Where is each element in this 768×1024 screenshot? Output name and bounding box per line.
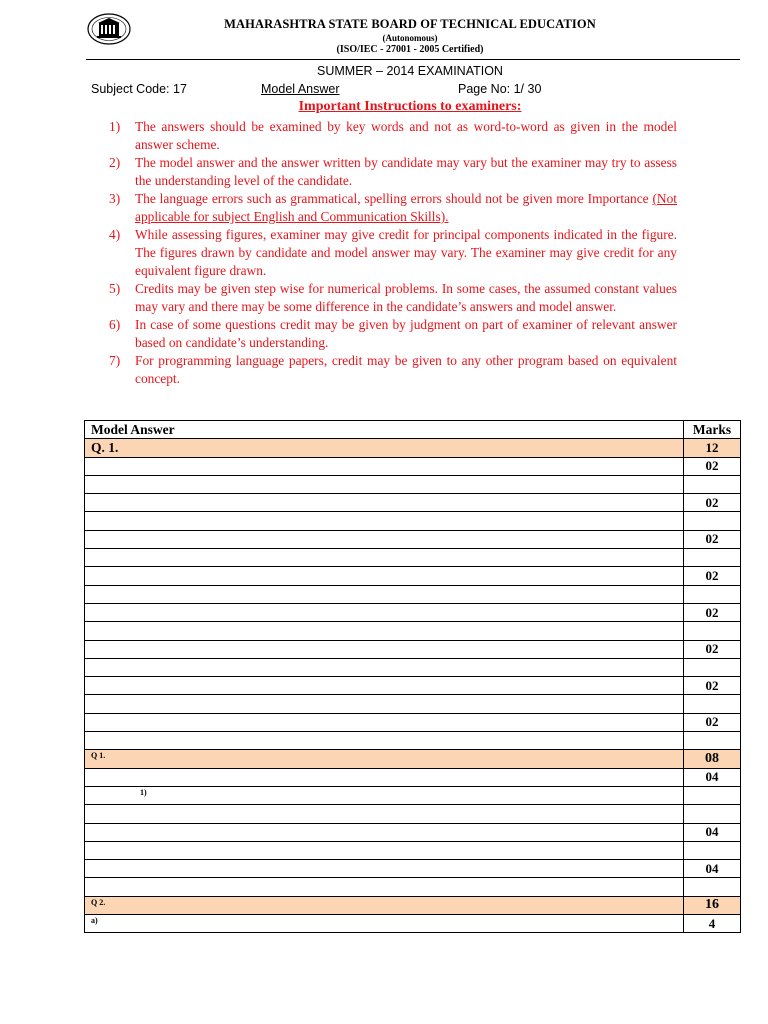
marks-cell: 02 — [684, 713, 741, 731]
page-number: Page No: 1/ 30 — [458, 82, 542, 96]
instruction-item — [109, 280, 677, 316]
answer-cell — [85, 494, 684, 512]
table-row — [85, 494, 741, 512]
model-answer-table — [84, 420, 741, 933]
table-row — [85, 585, 741, 603]
board-iso-cert: (ISO/IEC - 27001 - 2005 Certified) — [336, 44, 484, 55]
table-row — [85, 512, 741, 530]
table-row — [85, 603, 741, 621]
answer-cell — [85, 823, 684, 841]
table-row — [85, 622, 741, 640]
marks-cell — [684, 512, 741, 530]
table-row — [85, 878, 741, 896]
marks-cell — [684, 585, 741, 603]
marks-cell — [684, 878, 741, 896]
table-row — [85, 475, 741, 493]
marks-cell: 02 — [684, 494, 741, 512]
answer-column-header: Model Answer — [85, 421, 684, 439]
instructions-heading: Important Instructions to examiners: — [298, 99, 522, 114]
instruction-item — [109, 190, 677, 226]
model-answer-label: Model Answer — [261, 82, 340, 96]
answer-cell — [85, 622, 684, 640]
answer-cell — [85, 658, 684, 676]
instruction-item — [109, 316, 677, 352]
exam-title: SUMMER – 2014 EXAMINATION — [317, 64, 503, 78]
table-row — [85, 439, 741, 457]
board-autonomous: (Autonomous) — [382, 33, 438, 43]
instruction-item — [109, 352, 677, 388]
answer-cell — [85, 878, 684, 896]
marks-cell: 04 — [684, 860, 741, 878]
marks-cell: 02 — [684, 677, 741, 695]
marks-cell — [684, 841, 741, 859]
table-row — [85, 530, 741, 548]
table-row — [85, 640, 741, 658]
marks-cell — [684, 805, 741, 823]
instruction-number: 3) — [109, 191, 121, 206]
marks-cell: 12 — [684, 439, 741, 457]
table-row — [85, 549, 741, 567]
marks-cell — [684, 732, 741, 750]
answer-cell — [85, 530, 684, 548]
marks-cell: 04 — [684, 768, 741, 786]
answer-cell — [85, 585, 684, 603]
table-row — [85, 860, 741, 878]
table-row — [85, 805, 741, 823]
answer-cell — [85, 603, 684, 621]
marks-cell: 02 — [684, 530, 741, 548]
answer-cell — [85, 640, 684, 658]
answer-cell — [85, 457, 684, 475]
table-row — [85, 567, 741, 585]
answer-cell: Q 1. — [85, 750, 684, 768]
answer-cell: Q. 1. — [85, 439, 684, 457]
marks-cell — [684, 786, 741, 804]
table-row — [85, 768, 741, 786]
table-row — [85, 677, 741, 695]
marks-cell: 4 — [684, 915, 741, 933]
answer-cell: 1) — [85, 786, 684, 804]
board-title: MAHARASHTRA STATE BOARD OF TECHNICAL EDUCATION — [224, 17, 596, 31]
marks-cell — [684, 622, 741, 640]
instruction-number: 2) — [109, 155, 121, 170]
answer-cell: Q 2. — [85, 896, 684, 914]
table-row — [85, 823, 741, 841]
marks-cell: 02 — [684, 457, 741, 475]
table-row — [85, 915, 741, 933]
answer-cell — [85, 805, 684, 823]
instruction-text: For programming language papers, credit may be given to any other program based on equivalent concept. — [135, 353, 677, 386]
table-row — [85, 732, 741, 750]
marks-cell: 16 — [684, 896, 741, 914]
marks-cell — [684, 658, 741, 676]
table-row — [85, 695, 741, 713]
answer-cell — [85, 768, 684, 786]
answer-cell — [85, 713, 684, 731]
table-row — [85, 750, 741, 768]
subject-code: Subject Code: 17 — [91, 82, 187, 96]
marks-cell: 02 — [684, 603, 741, 621]
table-row — [85, 713, 741, 731]
instruction-item — [109, 226, 677, 280]
instruction-text: Credits may be given step wise for numerical problems. In some cases, the assumed constant values may vary and there may be some difference in the candidate’s answers and model answer. — [135, 281, 677, 314]
answer-cell — [85, 677, 684, 695]
answer-cell — [85, 841, 684, 859]
marks-cell: 02 — [684, 567, 741, 585]
table-row — [85, 786, 741, 804]
marks-cell — [684, 695, 741, 713]
instruction-item — [109, 154, 677, 190]
table-row — [85, 896, 741, 914]
table-row — [85, 457, 741, 475]
instruction-text: While assessing figures, examiner may give credit for principal components indicated in the figure. The figures drawn by candidate and model answer may vary. The examiner may give credit for any equivalent figure drawn. — [135, 227, 677, 278]
answer-cell — [85, 475, 684, 493]
answer-cell: a) — [85, 915, 684, 933]
answer-cell — [85, 549, 684, 567]
instruction-text: In case of some questions credit may be given by judgment on part of examiner of relevant answer based on candidate’s understanding. — [135, 317, 677, 350]
instruction-number: 6) — [109, 317, 121, 332]
instruction-number: 1) — [109, 119, 121, 134]
marks-cell: 02 — [684, 640, 741, 658]
table-body — [85, 439, 741, 933]
instruction-number: 5) — [109, 281, 121, 296]
instruction-note: (Not applicable for subject English and Communication Skills). — [135, 191, 677, 224]
marks-cell — [684, 549, 741, 567]
marks-cell — [684, 475, 741, 493]
instructions-list — [109, 118, 677, 388]
answer-cell — [85, 567, 684, 585]
answer-cell — [85, 860, 684, 878]
msbte-logo-icon — [86, 12, 132, 46]
instruction-text: The language errors such as grammatical, spelling errors should not be given more Importance — [135, 191, 653, 206]
instruction-number: 7) — [109, 353, 121, 368]
table-header-row — [85, 421, 741, 439]
table-row — [85, 841, 741, 859]
instruction-text: The answers should be examined by key words and not as word-to-word as given in the model answer scheme. — [135, 119, 677, 152]
answer-cell — [85, 512, 684, 530]
table-row — [85, 658, 741, 676]
instruction-text: The model answer and the answer written by candidate may vary but the examiner may try to assess the understanding level of the candidate. — [135, 155, 677, 188]
marks-column-header: Marks — [684, 421, 741, 439]
instruction-number: 4) — [109, 227, 121, 242]
marks-cell: 04 — [684, 823, 741, 841]
answer-cell — [85, 732, 684, 750]
answer-cell — [85, 695, 684, 713]
marks-cell: 08 — [684, 750, 741, 768]
instruction-item — [109, 118, 677, 154]
header-divider — [86, 59, 740, 60]
